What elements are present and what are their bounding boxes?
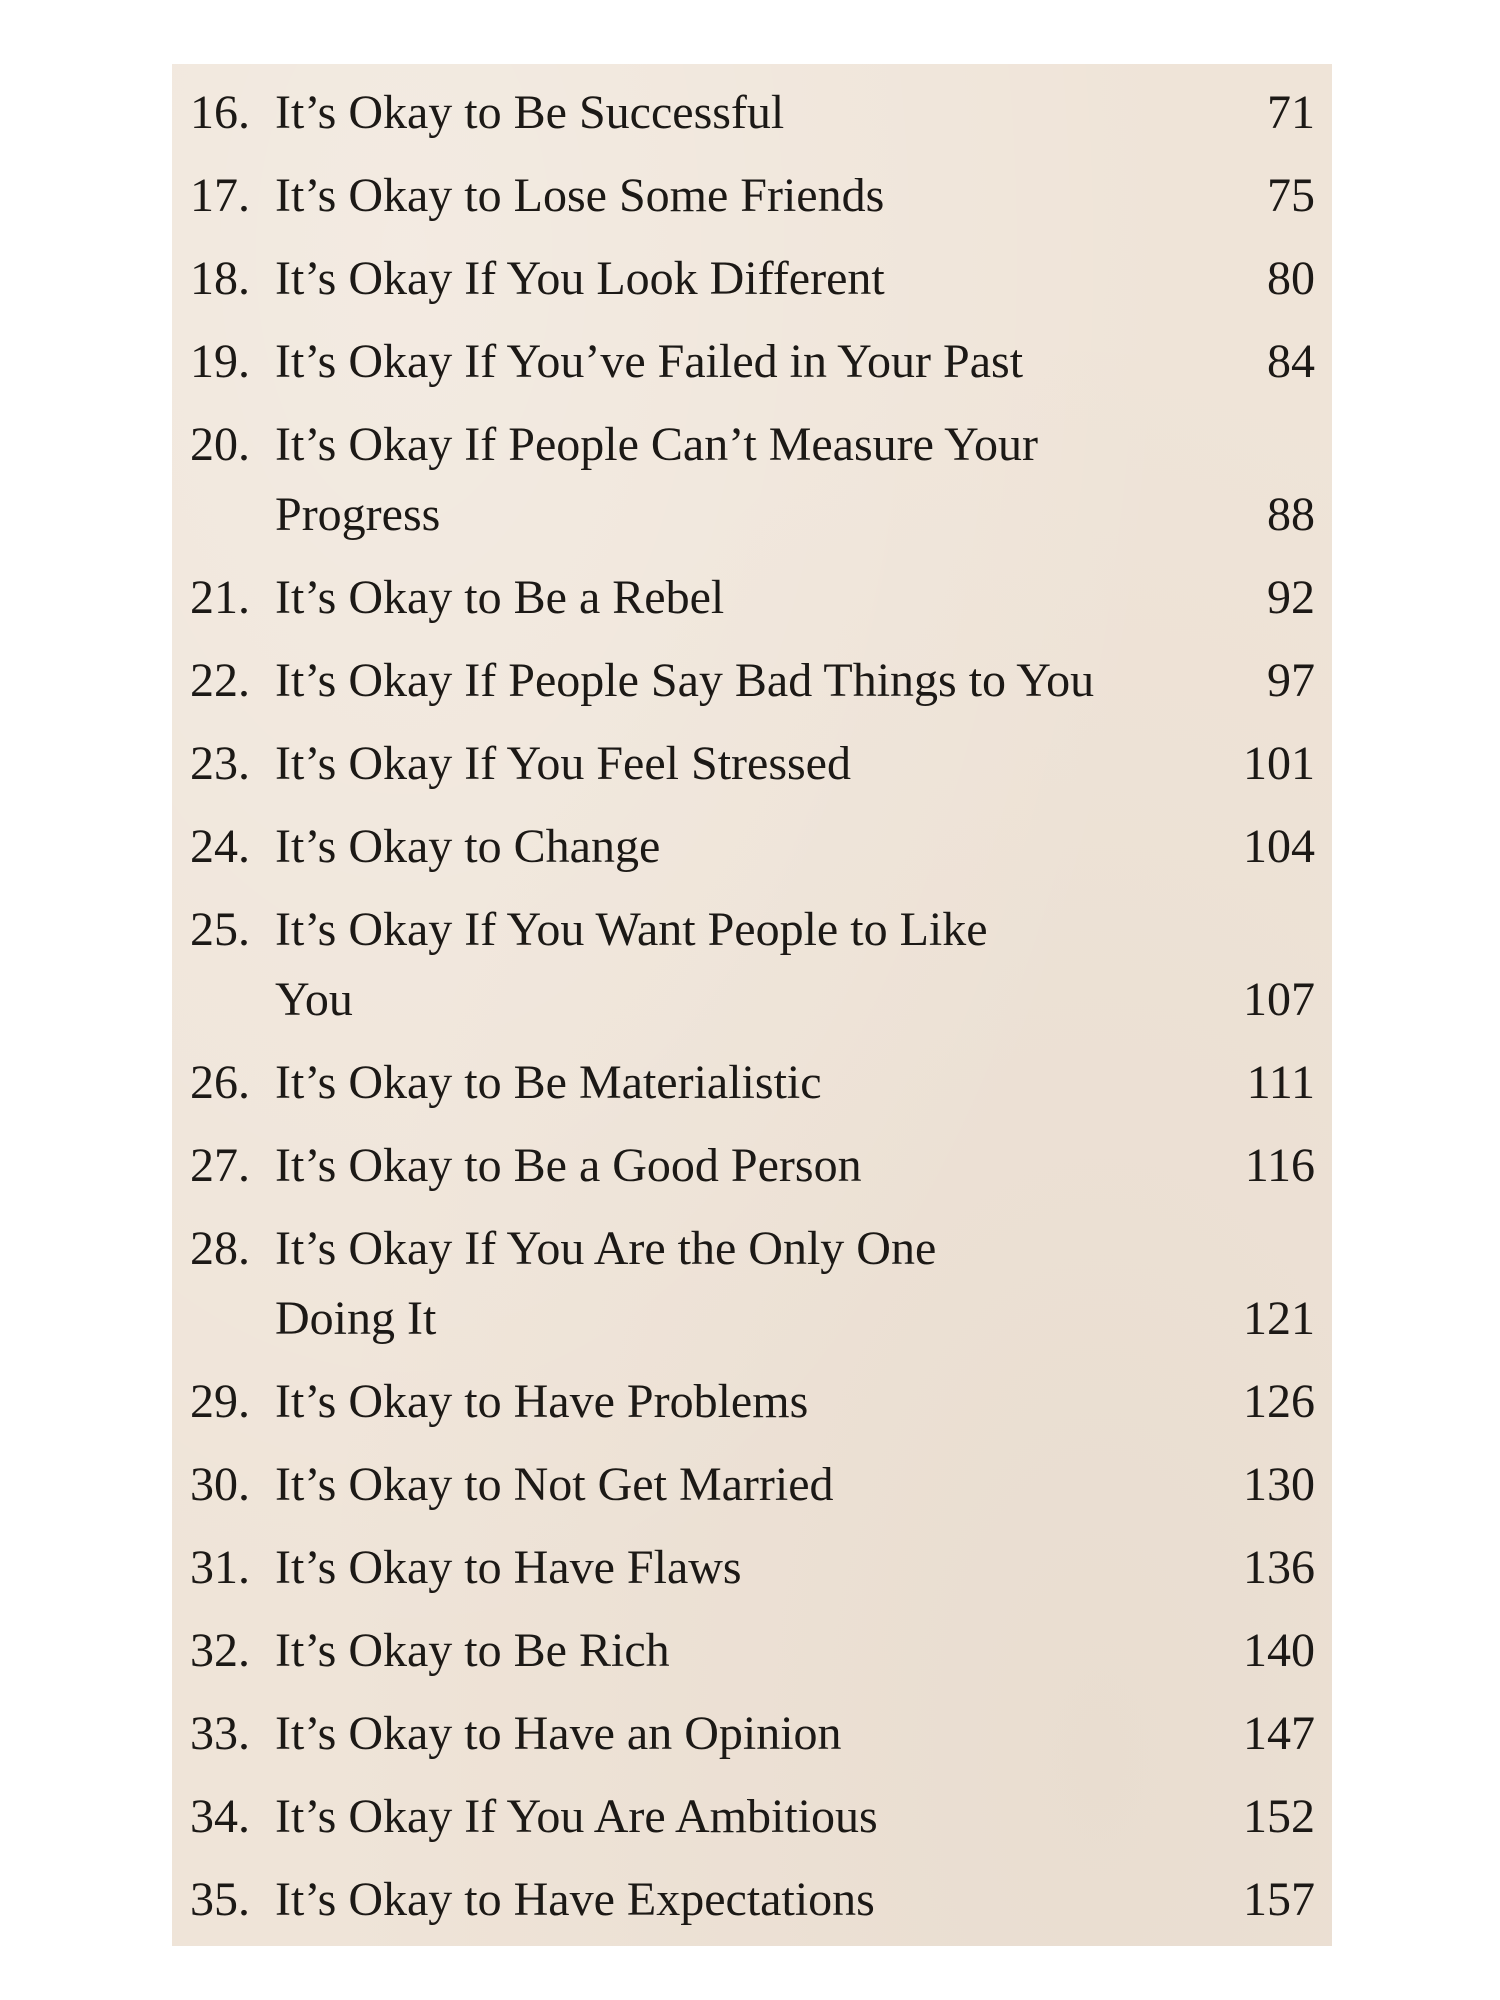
page-number: 92 (1267, 571, 1315, 624)
page-number: 121 (1243, 1292, 1315, 1345)
chapter-title: It’s Okay If You Feel Stressed (275, 737, 851, 790)
chapter-number: 20. (190, 418, 250, 471)
page-number: 157 (1243, 1873, 1315, 1926)
chapter-number: 28. (190, 1222, 250, 1275)
page-number: 130 (1243, 1458, 1315, 1511)
page-number: 75 (1267, 169, 1315, 222)
chapter-number: 18. (190, 252, 250, 305)
chapter-number: 34. (190, 1790, 250, 1843)
chapter-number: 33. (190, 1707, 250, 1760)
page-number: 116 (1244, 1139, 1315, 1192)
toc-entry (190, 244, 1315, 314)
page-number: 101 (1243, 737, 1315, 790)
chapter-number: 16. (190, 86, 250, 139)
chapter-title: It’s Okay to Be a Rebel (275, 571, 725, 624)
chapter-title: It’s Okay to Have Problems (275, 1375, 809, 1428)
page-number: 126 (1243, 1375, 1315, 1428)
chapter-number: 22. (190, 654, 250, 707)
chapter-number: 17. (190, 169, 250, 222)
chapter-title: It’s Okay If People Can’t Measure Your Progress (275, 418, 1039, 541)
toc-entry (190, 1782, 1315, 1852)
chapter-number: 35. (190, 1873, 250, 1926)
toc-entry (190, 327, 1315, 397)
chapter-title: It’s Okay to Have an Opinion (275, 1707, 842, 1760)
page-number: 104 (1243, 820, 1315, 873)
chapter-title: It’s Okay If You Are Ambitious (275, 1790, 878, 1843)
page-number: 80 (1267, 252, 1315, 305)
toc-entry (190, 1699, 1315, 1769)
page-number: 71 (1267, 86, 1315, 139)
page-number: 147 (1243, 1707, 1315, 1760)
page-number: 107 (1243, 973, 1315, 1026)
toc-entry (190, 1048, 1315, 1118)
chapter-number: 31. (190, 1541, 250, 1594)
chapter-title: It’s Okay to Be Rich (275, 1624, 670, 1677)
chapter-number: 29. (190, 1375, 250, 1428)
chapter-title: It’s Okay to Have Expectations (275, 1873, 875, 1926)
toc-entry (190, 1865, 1315, 1935)
chapter-number: 26. (190, 1056, 250, 1109)
chapter-number: 30. (190, 1458, 250, 1511)
chapter-title: It’s Okay If People Say Bad Things to You (275, 654, 1095, 707)
toc-entry (190, 646, 1315, 716)
chapter-title: It’s Okay If You Are the Only One Doing It (275, 1222, 937, 1345)
toc-entry (190, 78, 1315, 148)
chapter-number: 19. (190, 335, 250, 388)
page-number: 152 (1243, 1790, 1315, 1843)
toc-entry (190, 895, 1315, 1035)
chapter-number: 23. (190, 737, 250, 790)
chapter-number: 24. (190, 820, 250, 873)
toc-entry (190, 1131, 1315, 1201)
page-number: 97 (1267, 654, 1315, 707)
page-number: 111 (1246, 1056, 1315, 1109)
toc-entry (190, 1616, 1315, 1686)
toc-entry (190, 1533, 1315, 1603)
toc-entry (190, 563, 1315, 633)
toc-entry (190, 1214, 1315, 1354)
page-number: 88 (1267, 488, 1315, 541)
chapter-title: It’s Okay If You’ve Failed in Your Past (275, 335, 1024, 388)
toc-entry (190, 812, 1315, 882)
chapter-title: It’s Okay to Be Materialistic (275, 1056, 822, 1109)
toc-entry (190, 729, 1315, 799)
chapter-title: It’s Okay to Not Get Married (275, 1458, 834, 1511)
toc-entry (190, 1367, 1315, 1437)
toc-entry (190, 410, 1315, 550)
chapter-title: It’s Okay to Lose Some Friends (275, 169, 885, 222)
chapter-title: It’s Okay If You Look Different (275, 252, 885, 305)
toc-entry (190, 161, 1315, 231)
chapter-title: It’s Okay to Have Flaws (275, 1541, 742, 1594)
toc-entry (190, 1450, 1315, 1520)
chapter-title: It’s Okay to Be Successful (275, 86, 785, 139)
chapter-title: It’s Okay to Be a Good Person (275, 1139, 862, 1192)
chapter-title: It’s Okay If You Want People to Like You (275, 903, 988, 1026)
chapter-number: 27. (190, 1139, 250, 1192)
chapter-number: 21. (190, 571, 250, 624)
chapter-number: 25. (190, 903, 250, 956)
chapter-title: It’s Okay to Change (275, 820, 661, 873)
page-number: 140 (1243, 1624, 1315, 1677)
page-number: 84 (1267, 335, 1315, 388)
chapter-number: 32. (190, 1624, 250, 1677)
table-of-contents (190, 78, 1315, 1948)
page-number: 136 (1243, 1541, 1315, 1594)
